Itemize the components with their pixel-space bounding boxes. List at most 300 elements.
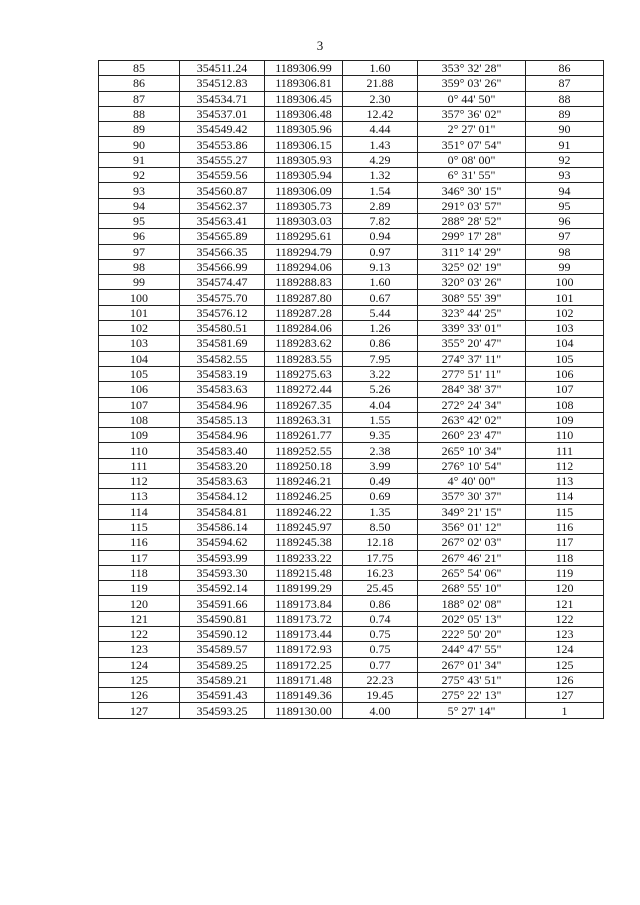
bearing-cell: 263° 42' 02" xyxy=(418,412,526,427)
bearing-cell: 291° 03' 57" xyxy=(418,198,526,213)
table-row xyxy=(99,290,604,305)
next-point-cell: 106 xyxy=(526,366,604,381)
distance-cell: 2.38 xyxy=(343,443,418,458)
next-point-cell: 111 xyxy=(526,443,604,458)
distance-cell: 4.29 xyxy=(343,152,418,167)
point-number-cell: 106 xyxy=(99,382,180,397)
x-coordinate-cell: 354549.42 xyxy=(180,122,265,137)
table-row xyxy=(99,565,604,580)
table-row xyxy=(99,428,604,443)
next-point-cell: 99 xyxy=(526,259,604,274)
bearing-cell: 0° 44' 50" xyxy=(418,91,526,106)
y-coordinate-cell: 1189263.31 xyxy=(265,412,343,427)
distance-cell: 22.23 xyxy=(343,672,418,687)
next-point-cell: 117 xyxy=(526,535,604,550)
next-point-cell: 95 xyxy=(526,198,604,213)
next-point-cell: 94 xyxy=(526,183,604,198)
point-number-cell: 94 xyxy=(99,198,180,213)
next-point-cell: 120 xyxy=(526,581,604,596)
table-row xyxy=(99,137,604,152)
table-row xyxy=(99,321,604,336)
x-coordinate-cell: 354583.19 xyxy=(180,366,265,381)
y-coordinate-cell: 1189173.44 xyxy=(265,626,343,641)
next-point-cell: 89 xyxy=(526,106,604,121)
x-coordinate-cell: 354585.13 xyxy=(180,412,265,427)
y-coordinate-cell: 1189284.06 xyxy=(265,321,343,336)
x-coordinate-cell: 354591.43 xyxy=(180,688,265,703)
y-coordinate-cell: 1189306.45 xyxy=(265,91,343,106)
distance-cell: 0.77 xyxy=(343,657,418,672)
point-number-cell: 113 xyxy=(99,489,180,504)
point-number-cell: 97 xyxy=(99,244,180,259)
y-coordinate-cell: 1189233.22 xyxy=(265,550,343,565)
x-coordinate-cell: 354537.01 xyxy=(180,106,265,121)
bearing-cell: 202° 05' 13" xyxy=(418,611,526,626)
y-coordinate-cell: 1189252.55 xyxy=(265,443,343,458)
point-number-cell: 119 xyxy=(99,581,180,596)
table-row xyxy=(99,366,604,381)
distance-cell: 4.04 xyxy=(343,397,418,412)
table-row xyxy=(99,61,604,76)
distance-cell: 0.75 xyxy=(343,626,418,641)
bearing-cell: 267° 02' 03" xyxy=(418,535,526,550)
bearing-cell: 267° 01' 34" xyxy=(418,657,526,672)
x-coordinate-cell: 354566.99 xyxy=(180,259,265,274)
bearing-cell: 277° 51' 11" xyxy=(418,366,526,381)
x-coordinate-cell: 354584.96 xyxy=(180,428,265,443)
x-coordinate-cell: 354589.21 xyxy=(180,672,265,687)
x-coordinate-cell: 354584.12 xyxy=(180,489,265,504)
x-coordinate-cell: 354534.71 xyxy=(180,91,265,106)
point-number-cell: 105 xyxy=(99,366,180,381)
table-row xyxy=(99,688,604,703)
distance-cell: 0.74 xyxy=(343,611,418,626)
x-coordinate-cell: 354593.25 xyxy=(180,703,265,718)
y-coordinate-cell: 1189130.00 xyxy=(265,703,343,718)
y-coordinate-cell: 1189287.80 xyxy=(265,290,343,305)
point-number-cell: 116 xyxy=(99,535,180,550)
x-coordinate-cell: 354562.37 xyxy=(180,198,265,213)
y-coordinate-cell: 1189245.97 xyxy=(265,519,343,534)
table-row xyxy=(99,106,604,121)
next-point-cell: 122 xyxy=(526,611,604,626)
x-coordinate-cell: 354591.66 xyxy=(180,596,265,611)
point-number-cell: 88 xyxy=(99,106,180,121)
next-point-cell: 109 xyxy=(526,412,604,427)
y-coordinate-cell: 1189306.09 xyxy=(265,183,343,198)
bearing-cell: 267° 46' 21" xyxy=(418,550,526,565)
point-number-cell: 90 xyxy=(99,137,180,152)
distance-cell: 1.60 xyxy=(343,61,418,76)
next-point-cell: 98 xyxy=(526,244,604,259)
y-coordinate-cell: 1189294.79 xyxy=(265,244,343,259)
y-coordinate-cell: 1189245.38 xyxy=(265,535,343,550)
y-coordinate-cell: 1189306.15 xyxy=(265,137,343,152)
distance-cell: 19.45 xyxy=(343,688,418,703)
bearing-cell: 6° 31' 55" xyxy=(418,168,526,183)
distance-cell: 0.75 xyxy=(343,642,418,657)
next-point-cell: 93 xyxy=(526,168,604,183)
y-coordinate-cell: 1189295.61 xyxy=(265,229,343,244)
x-coordinate-cell: 354586.14 xyxy=(180,519,265,534)
x-coordinate-cell: 354583.40 xyxy=(180,443,265,458)
point-number-cell: 115 xyxy=(99,519,180,534)
distance-cell: 1.43 xyxy=(343,137,418,152)
y-coordinate-cell: 1189172.93 xyxy=(265,642,343,657)
next-point-cell: 115 xyxy=(526,504,604,519)
x-coordinate-cell: 354590.12 xyxy=(180,626,265,641)
bearing-cell: 2° 27' 01" xyxy=(418,122,526,137)
bearing-cell: 4° 40' 00" xyxy=(418,474,526,489)
bearing-cell: 275° 22' 13" xyxy=(418,688,526,703)
point-number-cell: 110 xyxy=(99,443,180,458)
bearing-cell: 272° 24' 34" xyxy=(418,397,526,412)
point-number-cell: 99 xyxy=(99,275,180,290)
point-number-cell: 86 xyxy=(99,76,180,91)
point-number-cell: 100 xyxy=(99,290,180,305)
table-row xyxy=(99,611,604,626)
table-row xyxy=(99,535,604,550)
bearing-cell: 188° 02' 08" xyxy=(418,596,526,611)
bearing-cell: 284° 38' 37" xyxy=(418,382,526,397)
next-point-cell: 101 xyxy=(526,290,604,305)
table-row xyxy=(99,168,604,183)
y-coordinate-cell: 1189267.35 xyxy=(265,397,343,412)
distance-cell: 0.86 xyxy=(343,336,418,351)
next-point-cell: 103 xyxy=(526,321,604,336)
next-point-cell: 114 xyxy=(526,489,604,504)
next-point-cell: 127 xyxy=(526,688,604,703)
x-coordinate-cell: 354574.47 xyxy=(180,275,265,290)
y-coordinate-cell: 1189287.28 xyxy=(265,305,343,320)
x-coordinate-cell: 354594.62 xyxy=(180,535,265,550)
distance-cell: 1.35 xyxy=(343,504,418,519)
x-coordinate-cell: 354584.81 xyxy=(180,504,265,519)
distance-cell: 2.30 xyxy=(343,91,418,106)
page-number: 3 xyxy=(316,38,324,53)
point-number-cell: 91 xyxy=(99,152,180,167)
bearing-cell: 351° 07' 54" xyxy=(418,137,526,152)
table-row xyxy=(99,412,604,427)
coordinates-table-body xyxy=(99,61,604,719)
table-row xyxy=(99,382,604,397)
table-row xyxy=(99,504,604,519)
point-number-cell: 96 xyxy=(99,229,180,244)
x-coordinate-cell: 354580.51 xyxy=(180,321,265,336)
bearing-cell: 356° 01' 12" xyxy=(418,519,526,534)
bearing-cell: 357° 30' 37" xyxy=(418,489,526,504)
bearing-cell: 355° 20' 47" xyxy=(418,336,526,351)
point-number-cell: 114 xyxy=(99,504,180,519)
x-coordinate-cell: 354593.99 xyxy=(180,550,265,565)
distance-cell: 7.95 xyxy=(343,351,418,366)
y-coordinate-cell: 1189306.99 xyxy=(265,61,343,76)
table-row xyxy=(99,152,604,167)
bearing-cell: 260° 23' 47" xyxy=(418,428,526,443)
distance-cell: 25.45 xyxy=(343,581,418,596)
distance-cell: 1.26 xyxy=(343,321,418,336)
point-number-cell: 98 xyxy=(99,259,180,274)
x-coordinate-cell: 354589.25 xyxy=(180,657,265,672)
next-point-cell: 108 xyxy=(526,397,604,412)
x-coordinate-cell: 354555.27 xyxy=(180,152,265,167)
bearing-cell: 323° 44' 25" xyxy=(418,305,526,320)
point-number-cell: 102 xyxy=(99,321,180,336)
point-number-cell: 108 xyxy=(99,412,180,427)
next-point-cell: 90 xyxy=(526,122,604,137)
y-coordinate-cell: 1189306.81 xyxy=(265,76,343,91)
bearing-cell: 0° 08' 00" xyxy=(418,152,526,167)
point-number-cell: 95 xyxy=(99,213,180,228)
distance-cell: 0.67 xyxy=(343,290,418,305)
distance-cell: 1.55 xyxy=(343,412,418,427)
table-row xyxy=(99,657,604,672)
next-point-cell: 96 xyxy=(526,213,604,228)
point-number-cell: 117 xyxy=(99,550,180,565)
next-point-cell: 118 xyxy=(526,550,604,565)
point-number-cell: 107 xyxy=(99,397,180,412)
table-row xyxy=(99,519,604,534)
x-coordinate-cell: 354589.57 xyxy=(180,642,265,657)
y-coordinate-cell: 1189173.84 xyxy=(265,596,343,611)
table-row xyxy=(99,458,604,473)
y-coordinate-cell: 1189246.21 xyxy=(265,474,343,489)
next-point-cell: 1 xyxy=(526,703,604,718)
bearing-cell: 308° 55' 39" xyxy=(418,290,526,305)
point-number-cell: 126 xyxy=(99,688,180,703)
y-coordinate-cell: 1189305.96 xyxy=(265,122,343,137)
next-point-cell: 97 xyxy=(526,229,604,244)
x-coordinate-cell: 354575.70 xyxy=(180,290,265,305)
y-coordinate-cell: 1189250.18 xyxy=(265,458,343,473)
distance-cell: 1.54 xyxy=(343,183,418,198)
bearing-cell: 320° 03' 26" xyxy=(418,275,526,290)
distance-cell: 17.75 xyxy=(343,550,418,565)
distance-cell: 9.13 xyxy=(343,259,418,274)
y-coordinate-cell: 1189171.48 xyxy=(265,672,343,687)
y-coordinate-cell: 1189303.03 xyxy=(265,213,343,228)
point-number-cell: 122 xyxy=(99,626,180,641)
point-number-cell: 103 xyxy=(99,336,180,351)
table-row xyxy=(99,183,604,198)
distance-cell: 16.23 xyxy=(343,565,418,580)
y-coordinate-cell: 1189246.25 xyxy=(265,489,343,504)
bearing-cell: 222° 50' 20" xyxy=(418,626,526,641)
y-coordinate-cell: 1189283.62 xyxy=(265,336,343,351)
y-coordinate-cell: 1189294.06 xyxy=(265,259,343,274)
y-coordinate-cell: 1189272.44 xyxy=(265,382,343,397)
distance-cell: 5.44 xyxy=(343,305,418,320)
next-point-cell: 87 xyxy=(526,76,604,91)
next-point-cell: 123 xyxy=(526,626,604,641)
y-coordinate-cell: 1189215.48 xyxy=(265,565,343,580)
table-row xyxy=(99,244,604,259)
bearing-cell: 276° 10' 54" xyxy=(418,458,526,473)
point-number-cell: 121 xyxy=(99,611,180,626)
distance-cell: 0.86 xyxy=(343,596,418,611)
coordinates-table xyxy=(98,60,604,719)
bearing-cell: 357° 36' 02" xyxy=(418,106,526,121)
point-number-cell: 85 xyxy=(99,61,180,76)
bearing-cell: 353° 32' 28" xyxy=(418,61,526,76)
table-row xyxy=(99,550,604,565)
distance-cell: 0.94 xyxy=(343,229,418,244)
table-row xyxy=(99,489,604,504)
point-number-cell: 104 xyxy=(99,351,180,366)
y-coordinate-cell: 1189172.25 xyxy=(265,657,343,672)
point-number-cell: 89 xyxy=(99,122,180,137)
table-row xyxy=(99,596,604,611)
table-row xyxy=(99,76,604,91)
x-coordinate-cell: 354583.63 xyxy=(180,474,265,489)
next-point-cell: 119 xyxy=(526,565,604,580)
y-coordinate-cell: 1189305.93 xyxy=(265,152,343,167)
distance-cell: 1.60 xyxy=(343,275,418,290)
next-point-cell: 100 xyxy=(526,275,604,290)
point-number-cell: 123 xyxy=(99,642,180,657)
bearing-cell: 349° 21' 15" xyxy=(418,504,526,519)
table-row xyxy=(99,351,604,366)
next-point-cell: 91 xyxy=(526,137,604,152)
point-number-cell: 101 xyxy=(99,305,180,320)
x-coordinate-cell: 354565.89 xyxy=(180,229,265,244)
bearing-cell: 325° 02' 19" xyxy=(418,259,526,274)
x-coordinate-cell: 354590.81 xyxy=(180,611,265,626)
bearing-cell: 5° 27' 14" xyxy=(418,703,526,718)
table-row xyxy=(99,642,604,657)
x-coordinate-cell: 354592.14 xyxy=(180,581,265,596)
x-coordinate-cell: 354584.96 xyxy=(180,397,265,412)
next-point-cell: 116 xyxy=(526,519,604,534)
table-row xyxy=(99,474,604,489)
point-number-cell: 127 xyxy=(99,703,180,718)
bearing-cell: 265° 10' 34" xyxy=(418,443,526,458)
table-row xyxy=(99,703,604,718)
y-coordinate-cell: 1189199.29 xyxy=(265,581,343,596)
table-row xyxy=(99,581,604,596)
distance-cell: 12.42 xyxy=(343,106,418,121)
point-number-cell: 87 xyxy=(99,91,180,106)
next-point-cell: 107 xyxy=(526,382,604,397)
point-number-cell: 112 xyxy=(99,474,180,489)
table-row xyxy=(99,397,604,412)
distance-cell: 8.50 xyxy=(343,519,418,534)
x-coordinate-cell: 354583.63 xyxy=(180,382,265,397)
bearing-cell: 274° 37' 11" xyxy=(418,351,526,366)
y-coordinate-cell: 1189261.77 xyxy=(265,428,343,443)
table-row xyxy=(99,305,604,320)
next-point-cell: 126 xyxy=(526,672,604,687)
bearing-cell: 265° 54' 06" xyxy=(418,565,526,580)
y-coordinate-cell: 1189305.94 xyxy=(265,168,343,183)
bearing-cell: 288° 28' 52" xyxy=(418,213,526,228)
distance-cell: 21.88 xyxy=(343,76,418,91)
distance-cell: 7.82 xyxy=(343,213,418,228)
distance-cell: 4.44 xyxy=(343,122,418,137)
x-coordinate-cell: 354563.41 xyxy=(180,213,265,228)
x-coordinate-cell: 354512.83 xyxy=(180,76,265,91)
distance-cell: 0.49 xyxy=(343,474,418,489)
point-number-cell: 125 xyxy=(99,672,180,687)
distance-cell: 0.97 xyxy=(343,244,418,259)
next-point-cell: 102 xyxy=(526,305,604,320)
next-point-cell: 86 xyxy=(526,61,604,76)
y-coordinate-cell: 1189275.63 xyxy=(265,366,343,381)
next-point-cell: 113 xyxy=(526,474,604,489)
y-coordinate-cell: 1189246.22 xyxy=(265,504,343,519)
table-row xyxy=(99,122,604,137)
y-coordinate-cell: 1189173.72 xyxy=(265,611,343,626)
x-coordinate-cell: 354582.55 xyxy=(180,351,265,366)
table-row xyxy=(99,275,604,290)
table-row xyxy=(99,672,604,687)
table-row xyxy=(99,443,604,458)
table-row xyxy=(99,626,604,641)
distance-cell: 5.26 xyxy=(343,382,418,397)
next-point-cell: 105 xyxy=(526,351,604,366)
bearing-cell: 359° 03' 26" xyxy=(418,76,526,91)
x-coordinate-cell: 354593.30 xyxy=(180,565,265,580)
x-coordinate-cell: 354576.12 xyxy=(180,305,265,320)
next-point-cell: 110 xyxy=(526,428,604,443)
next-point-cell: 104 xyxy=(526,336,604,351)
y-coordinate-cell: 1189149.36 xyxy=(265,688,343,703)
distance-cell: 9.35 xyxy=(343,428,418,443)
next-point-cell: 125 xyxy=(526,657,604,672)
x-coordinate-cell: 354583.20 xyxy=(180,458,265,473)
point-number-cell: 124 xyxy=(99,657,180,672)
table-row xyxy=(99,259,604,274)
x-coordinate-cell: 354581.69 xyxy=(180,336,265,351)
x-coordinate-cell: 354511.24 xyxy=(180,61,265,76)
point-number-cell: 92 xyxy=(99,168,180,183)
point-number-cell: 118 xyxy=(99,565,180,580)
bearing-cell: 275° 43' 51" xyxy=(418,672,526,687)
x-coordinate-cell: 354559.56 xyxy=(180,168,265,183)
next-point-cell: 92 xyxy=(526,152,604,167)
next-point-cell: 124 xyxy=(526,642,604,657)
x-coordinate-cell: 354553.86 xyxy=(180,137,265,152)
bearing-cell: 299° 17' 28" xyxy=(418,229,526,244)
table-row xyxy=(99,198,604,213)
next-point-cell: 112 xyxy=(526,458,604,473)
point-number-cell: 109 xyxy=(99,428,180,443)
y-coordinate-cell: 1189305.73 xyxy=(265,198,343,213)
bearing-cell: 311° 14' 29" xyxy=(418,244,526,259)
next-point-cell: 88 xyxy=(526,91,604,106)
distance-cell: 1.32 xyxy=(343,168,418,183)
point-number-cell: 111 xyxy=(99,458,180,473)
bearing-cell: 346° 30' 15" xyxy=(418,183,526,198)
distance-cell: 4.00 xyxy=(343,703,418,718)
point-number-cell: 93 xyxy=(99,183,180,198)
table-row xyxy=(99,213,604,228)
distance-cell: 12.18 xyxy=(343,535,418,550)
x-coordinate-cell: 354560.87 xyxy=(180,183,265,198)
y-coordinate-cell: 1189283.55 xyxy=(265,351,343,366)
bearing-cell: 244° 47' 55" xyxy=(418,642,526,657)
distance-cell: 0.69 xyxy=(343,489,418,504)
distance-cell: 3.22 xyxy=(343,366,418,381)
distance-cell: 2.89 xyxy=(343,198,418,213)
next-point-cell: 121 xyxy=(526,596,604,611)
point-number-cell: 120 xyxy=(99,596,180,611)
y-coordinate-cell: 1189288.83 xyxy=(265,275,343,290)
table-row xyxy=(99,336,604,351)
bearing-cell: 268° 55' 10" xyxy=(418,581,526,596)
distance-cell: 3.99 xyxy=(343,458,418,473)
table-row xyxy=(99,91,604,106)
